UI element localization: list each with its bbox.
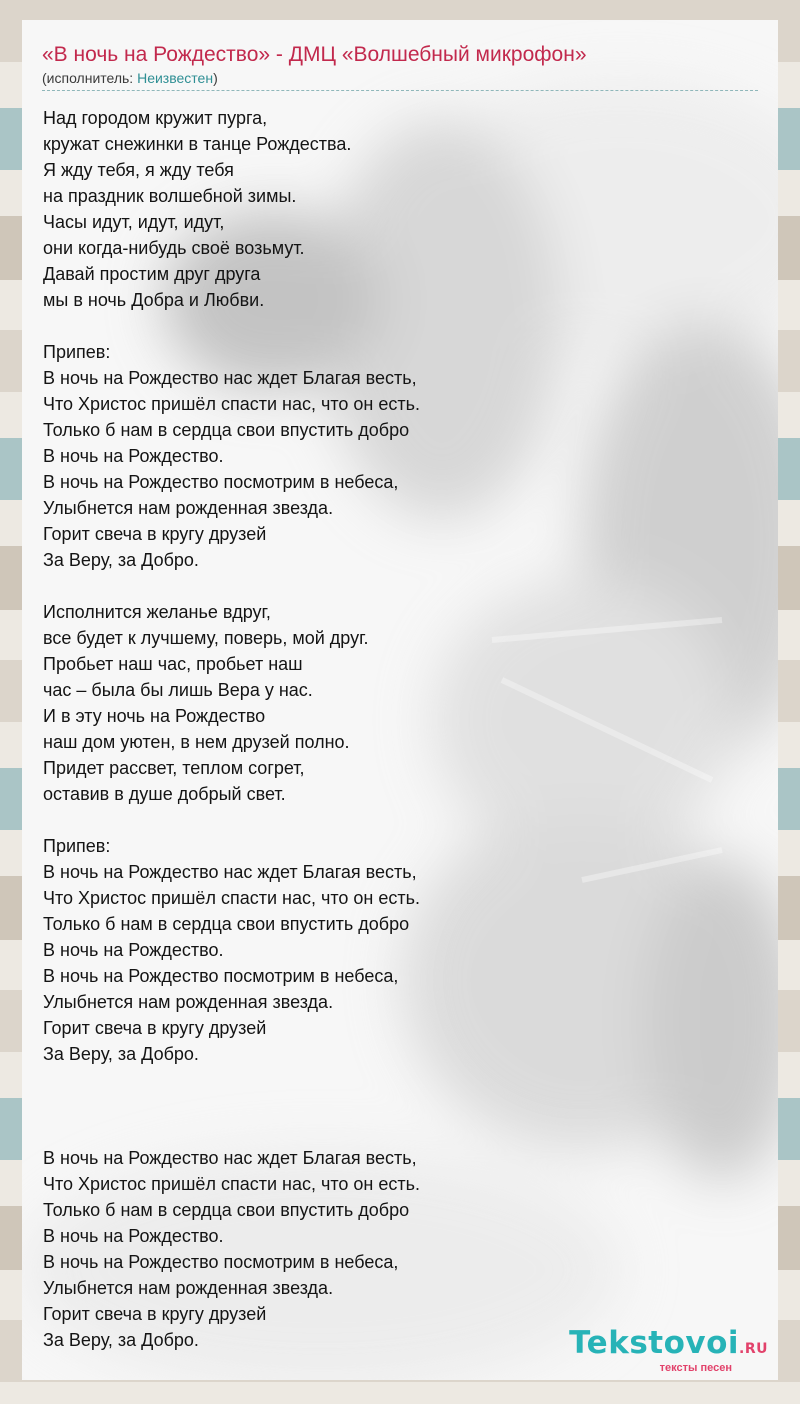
lyrics-line: Только б нам в сердца свои впустить добро	[43, 1200, 410, 1220]
logo-tagline: тексты песен	[659, 1362, 732, 1374]
lyrics-line: Что Христос пришёл спасти нас, что он есть.	[43, 1174, 420, 1194]
lyrics-card	[22, 20, 778, 1380]
lyrics-line: они когда-нибудь своё возьмут.	[43, 238, 305, 258]
lyrics-line: В ночь на Рождество нас ждет Благая весть,	[43, 862, 417, 882]
lyrics-line: Улыбнется нам рожденная звезда.	[43, 1278, 334, 1298]
lyrics-line: Припев:	[43, 342, 111, 362]
lyrics-line: все будет к лучшему, поверь, мой друг.	[43, 628, 369, 648]
lyrics-line: Припев:	[43, 836, 111, 856]
lyrics-line: За Веру, за Добро.	[43, 1330, 199, 1350]
lyrics-line: В ночь на Рождество нас ждет Благая весть,	[43, 1148, 417, 1168]
lyrics-stanza	[43, 339, 643, 573]
artist-suffix: )	[213, 70, 218, 86]
lyrics-line: Улыбнется нам рожденная звезда.	[43, 498, 334, 518]
lyrics-line: наш дом уютен, в нем друзей полно.	[43, 732, 350, 752]
lyrics-line: Только б нам в сердца свои впустить добро	[43, 914, 410, 934]
header-divider	[42, 90, 758, 91]
lyrics-line: Горит свеча в кругу друзей	[43, 524, 267, 544]
lyrics-line: оставив в душе добрый свет.	[43, 784, 286, 804]
lyrics-line: В ночь на Рождество.	[43, 1226, 224, 1246]
lyrics-line: И в эту ночь на Рождество	[43, 706, 266, 726]
lyrics-line: В ночь на Рождество нас ждет Благая весть,	[43, 368, 417, 388]
lyrics-line: Над городом кружит пурга,	[43, 108, 268, 128]
lyrics-line: Я жду тебя, я жду тебя	[43, 160, 234, 180]
lyrics-line: Часы идут, идут, идут,	[43, 212, 225, 232]
lyrics-line: Пробьет наш час, пробьет наш	[43, 654, 303, 674]
logo-tld: .RU	[739, 1341, 768, 1357]
lyrics-line: Придет рассвет, теплом согрет,	[43, 758, 305, 778]
lyrics-line: кружат снежинки в танце Рождества.	[43, 134, 352, 154]
lyrics-line: Давай простим друг друга	[43, 264, 261, 284]
lyrics-line: на праздник волшебной зимы.	[43, 186, 297, 206]
lyrics-line: В ночь на Рождество посмотрим в небеса,	[43, 472, 399, 492]
lyrics-line: За Веру, за Добро.	[43, 550, 199, 570]
lyrics-stanza	[43, 1145, 643, 1353]
lyrics-line: В ночь на Рождество.	[43, 940, 224, 960]
lyrics-line: Что Христос пришёл спасти нас, что он есть.	[43, 394, 420, 414]
lyrics-line: час – была бы лишь Вера у нас.	[43, 680, 313, 700]
lyrics-stanza	[43, 833, 643, 1067]
lyrics-line: В ночь на Рождество посмотрим в небеса,	[43, 1252, 399, 1272]
lyrics-text	[43, 105, 643, 1379]
artist-line	[42, 69, 758, 87]
lyrics-line: Исполнится желанье вдруг,	[43, 602, 271, 622]
lyrics-stanza	[43, 599, 643, 807]
lyrics-line: мы в ночь Добра и Любви.	[43, 290, 265, 310]
lyrics-line: В ночь на Рождество.	[43, 446, 224, 466]
site-logo[interactable]	[569, 1326, 768, 1374]
song-header	[42, 42, 758, 91]
lyrics-line: Горит свеча в кругу друзей	[43, 1304, 267, 1324]
lyrics-stanza	[43, 105, 643, 313]
lyrics-line: За Веру, за Добро.	[43, 1044, 199, 1064]
lyrics-line: В ночь на Рождество посмотрим в небеса,	[43, 966, 399, 986]
logo-name: Tekstovoi	[569, 1325, 740, 1361]
artist-link[interactable]: Неизвестен	[137, 70, 214, 86]
lyrics-line: Только б нам в сердца свои впустить добро	[43, 420, 410, 440]
lyrics-line: Что Христос пришёл спасти нас, что он есть.	[43, 888, 420, 908]
logo-wordmark	[569, 1326, 768, 1366]
song-title: «В ночь на Рождество» - ДМЦ «Волшебный микрофон»	[42, 43, 587, 66]
lyrics-line: Улыбнется нам рожденная звезда.	[43, 992, 334, 1012]
artist-prefix: (исполнитель:	[42, 70, 138, 86]
lyrics-line: Горит свеча в кругу друзей	[43, 1018, 267, 1038]
